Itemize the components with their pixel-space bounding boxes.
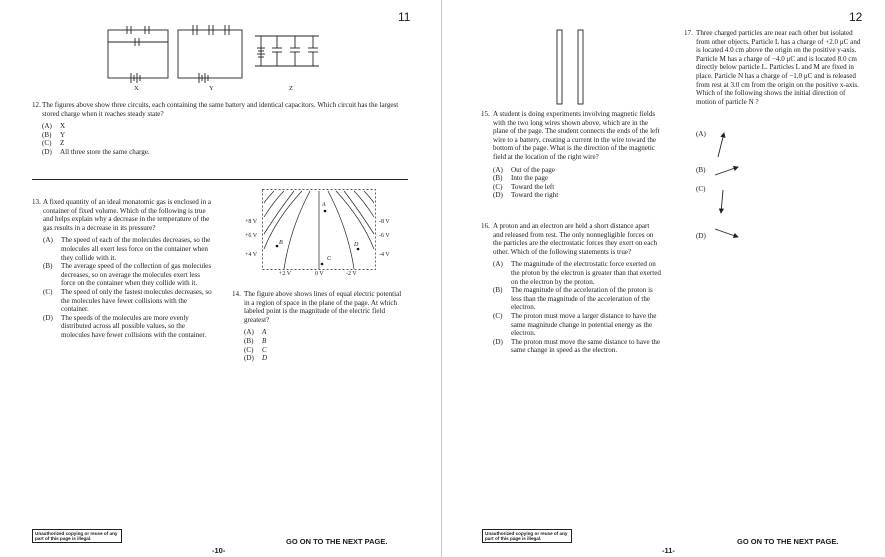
question-stem: A proton and an electron are held a short distance apart and released from rest. The only nonnegligible forces on the particles are the electrostatic forces they exert on each other. Which of the following statements is true? <box>493 222 658 256</box>
question-14 <box>232 290 407 363</box>
question-17 <box>684 29 864 106</box>
question-number: 14. <box>232 290 241 298</box>
question-number: 15. <box>481 110 490 118</box>
answer-option[interactable]: (A) Out of the page <box>493 165 555 174</box>
question-16 <box>481 222 661 355</box>
question-13 <box>32 198 212 340</box>
answer-option[interactable]: (A) The magnitude of the electrostatic force exerted on the proton by the electron is greater than that exerted on the electron by the proton. <box>493 260 661 286</box>
equipotential-figure <box>262 189 377 271</box>
divider <box>32 179 408 180</box>
answer-option[interactable]: (D) Toward the right <box>493 191 559 200</box>
question-12 <box>32 101 412 157</box>
answer-option[interactable]: (B) Into the page <box>493 174 549 183</box>
figure-label: -6 V <box>379 233 390 239</box>
figure-label: 0 V <box>315 271 324 277</box>
circuits-figure <box>105 22 325 94</box>
page-number-right: 12 <box>849 10 863 24</box>
question-number: 12. <box>32 101 41 109</box>
footer-page-number: -11- <box>662 546 675 555</box>
right-down-shallow-arrow <box>715 229 738 237</box>
page-number-left: 11 <box>398 10 411 24</box>
answer-option[interactable]: (D) D <box>244 354 268 363</box>
go-on-text: GO ON TO THE NEXT PAGE. <box>286 537 388 546</box>
circuit-label-x: X <box>134 85 139 92</box>
question-number: 16. <box>481 222 490 230</box>
figure-point-c: C <box>327 256 332 262</box>
figure-label: -2 V <box>346 271 357 277</box>
question-number: 17. <box>684 29 693 37</box>
figure-point-a: A <box>322 202 326 208</box>
up-right-steep-arrow <box>718 133 724 157</box>
right-up-shallow-arrow <box>715 167 738 175</box>
question-stem: A student is doing experiments involving magnetic fields with the two long wires shown above, which are in the plane of the page. The student connects the ends of the left wire to a battery, creating a current in the wire toward the bottom of the page. What is the direction of the magnetic field at the location of the right wire? <box>493 110 660 161</box>
direction-arrows <box>710 128 750 248</box>
answer-option[interactable]: (C) The speed of only the fastest molecules decreases, so the molecules have fewer collisions with the container. <box>43 287 212 314</box>
page-divider <box>441 0 442 557</box>
answer-option[interactable]: (C) C <box>244 345 267 354</box>
figure-label: +8 V <box>245 219 258 225</box>
answer-option[interactable]: (C) Z <box>42 139 65 148</box>
answer-option[interactable]: (B) <box>696 166 706 174</box>
answer-option[interactable]: (A) <box>696 130 706 138</box>
question-stem: The figures above show three circuits, each containing the same battery and identical capacitors. Which circuit has the largest stored charge when it reaches steady state? <box>42 101 399 118</box>
question-stem: A fixed quantity of an ideal monatomic gas is enclosed in a container of fixed volume. Which of the following is true and helps explain why a decrease in the temperature of the gas results in a decrease in its pressure? <box>43 198 212 232</box>
circuit-label-y: Y <box>209 85 214 92</box>
circuit-label-z: Z <box>289 85 293 92</box>
figure-point-b: B <box>279 240 283 246</box>
go-on-text: GO ON TO THE NEXT PAGE. <box>737 537 839 546</box>
answer-option[interactable]: (D) The speeds of the molecules are more evenly distributed across all possible values, so the molecules have fewer collisions with the container. <box>43 313 207 339</box>
answer-option[interactable]: (C) The proton must move a larger distance to have the same magnitude change in potential energy as the electron. <box>493 311 657 338</box>
question-number: 13. <box>32 198 41 206</box>
answer-option[interactable]: (D) The proton must move the same distance to have the same change in speed as the electron. <box>493 337 661 355</box>
question-stem: Three charged particles are near each other but isolated from other objects. Particle L has a charge of +2.0 μC and is located 4.0 cm above the origin on the positive y-axis. Particle M has a charge of −4.0 μC and is located 8.0 cm directly below particle L. Particles L and M are fixed in place. Particle N has a charge of −1.0 μC and is released from rest at 3.0 cm from the origin on the positive x-axis. Which of the following shows the initial direction of motion of particle N ? <box>696 29 861 106</box>
answer-option[interactable]: (B) B <box>244 336 267 345</box>
figure-label: -8 V <box>379 219 390 225</box>
answer-option[interactable]: (D) <box>696 232 706 240</box>
answer-option[interactable]: (B) The magnitude of the acceleration of the proton is less than the magnitude of the acceleration of the electron. <box>493 286 653 312</box>
answer-option[interactable]: (B) Y <box>42 130 66 139</box>
answer-option[interactable]: (C) <box>696 185 706 193</box>
answer-option[interactable]: (A) A <box>244 328 267 337</box>
answer-option[interactable]: (C) Toward the left <box>493 182 555 191</box>
figure-label: -4 V <box>379 252 390 258</box>
answer-option[interactable]: (A) X <box>42 122 66 131</box>
copyright-notice: Unauthorized copying or reuse of any part of this page is illegal. <box>32 529 122 543</box>
question-stem: The figure above shows lines of equal electric potential in a region of space in the plane of the page. At which labeled point is the magnitude of the electric field greatest? <box>244 290 402 324</box>
answer-option[interactable]: (A) The speed of each of the molecules decreases, so the molecules all exert less force on the container when they collide with it. <box>43 236 211 262</box>
figure-point-d: D <box>354 242 359 248</box>
figure-label: +6 V <box>245 233 258 239</box>
two-wires-figure <box>553 28 589 108</box>
copyright-notice: Unauthorized copying or reuse of any part of this page is illegal. <box>482 529 572 543</box>
answer-option[interactable]: (B) The average speed of the collection of gas molecules decreases, so on average the molecules exert less force on the container when they collide with it. <box>43 262 212 288</box>
down-steep-arrow <box>721 190 723 213</box>
answer-option[interactable]: (D) All three store the same charge. <box>42 147 150 156</box>
figure-label: +2 V <box>279 271 292 277</box>
figure-label: +4 V <box>245 252 258 258</box>
footer-page-number: -10- <box>212 546 226 555</box>
question-15 <box>481 110 661 200</box>
